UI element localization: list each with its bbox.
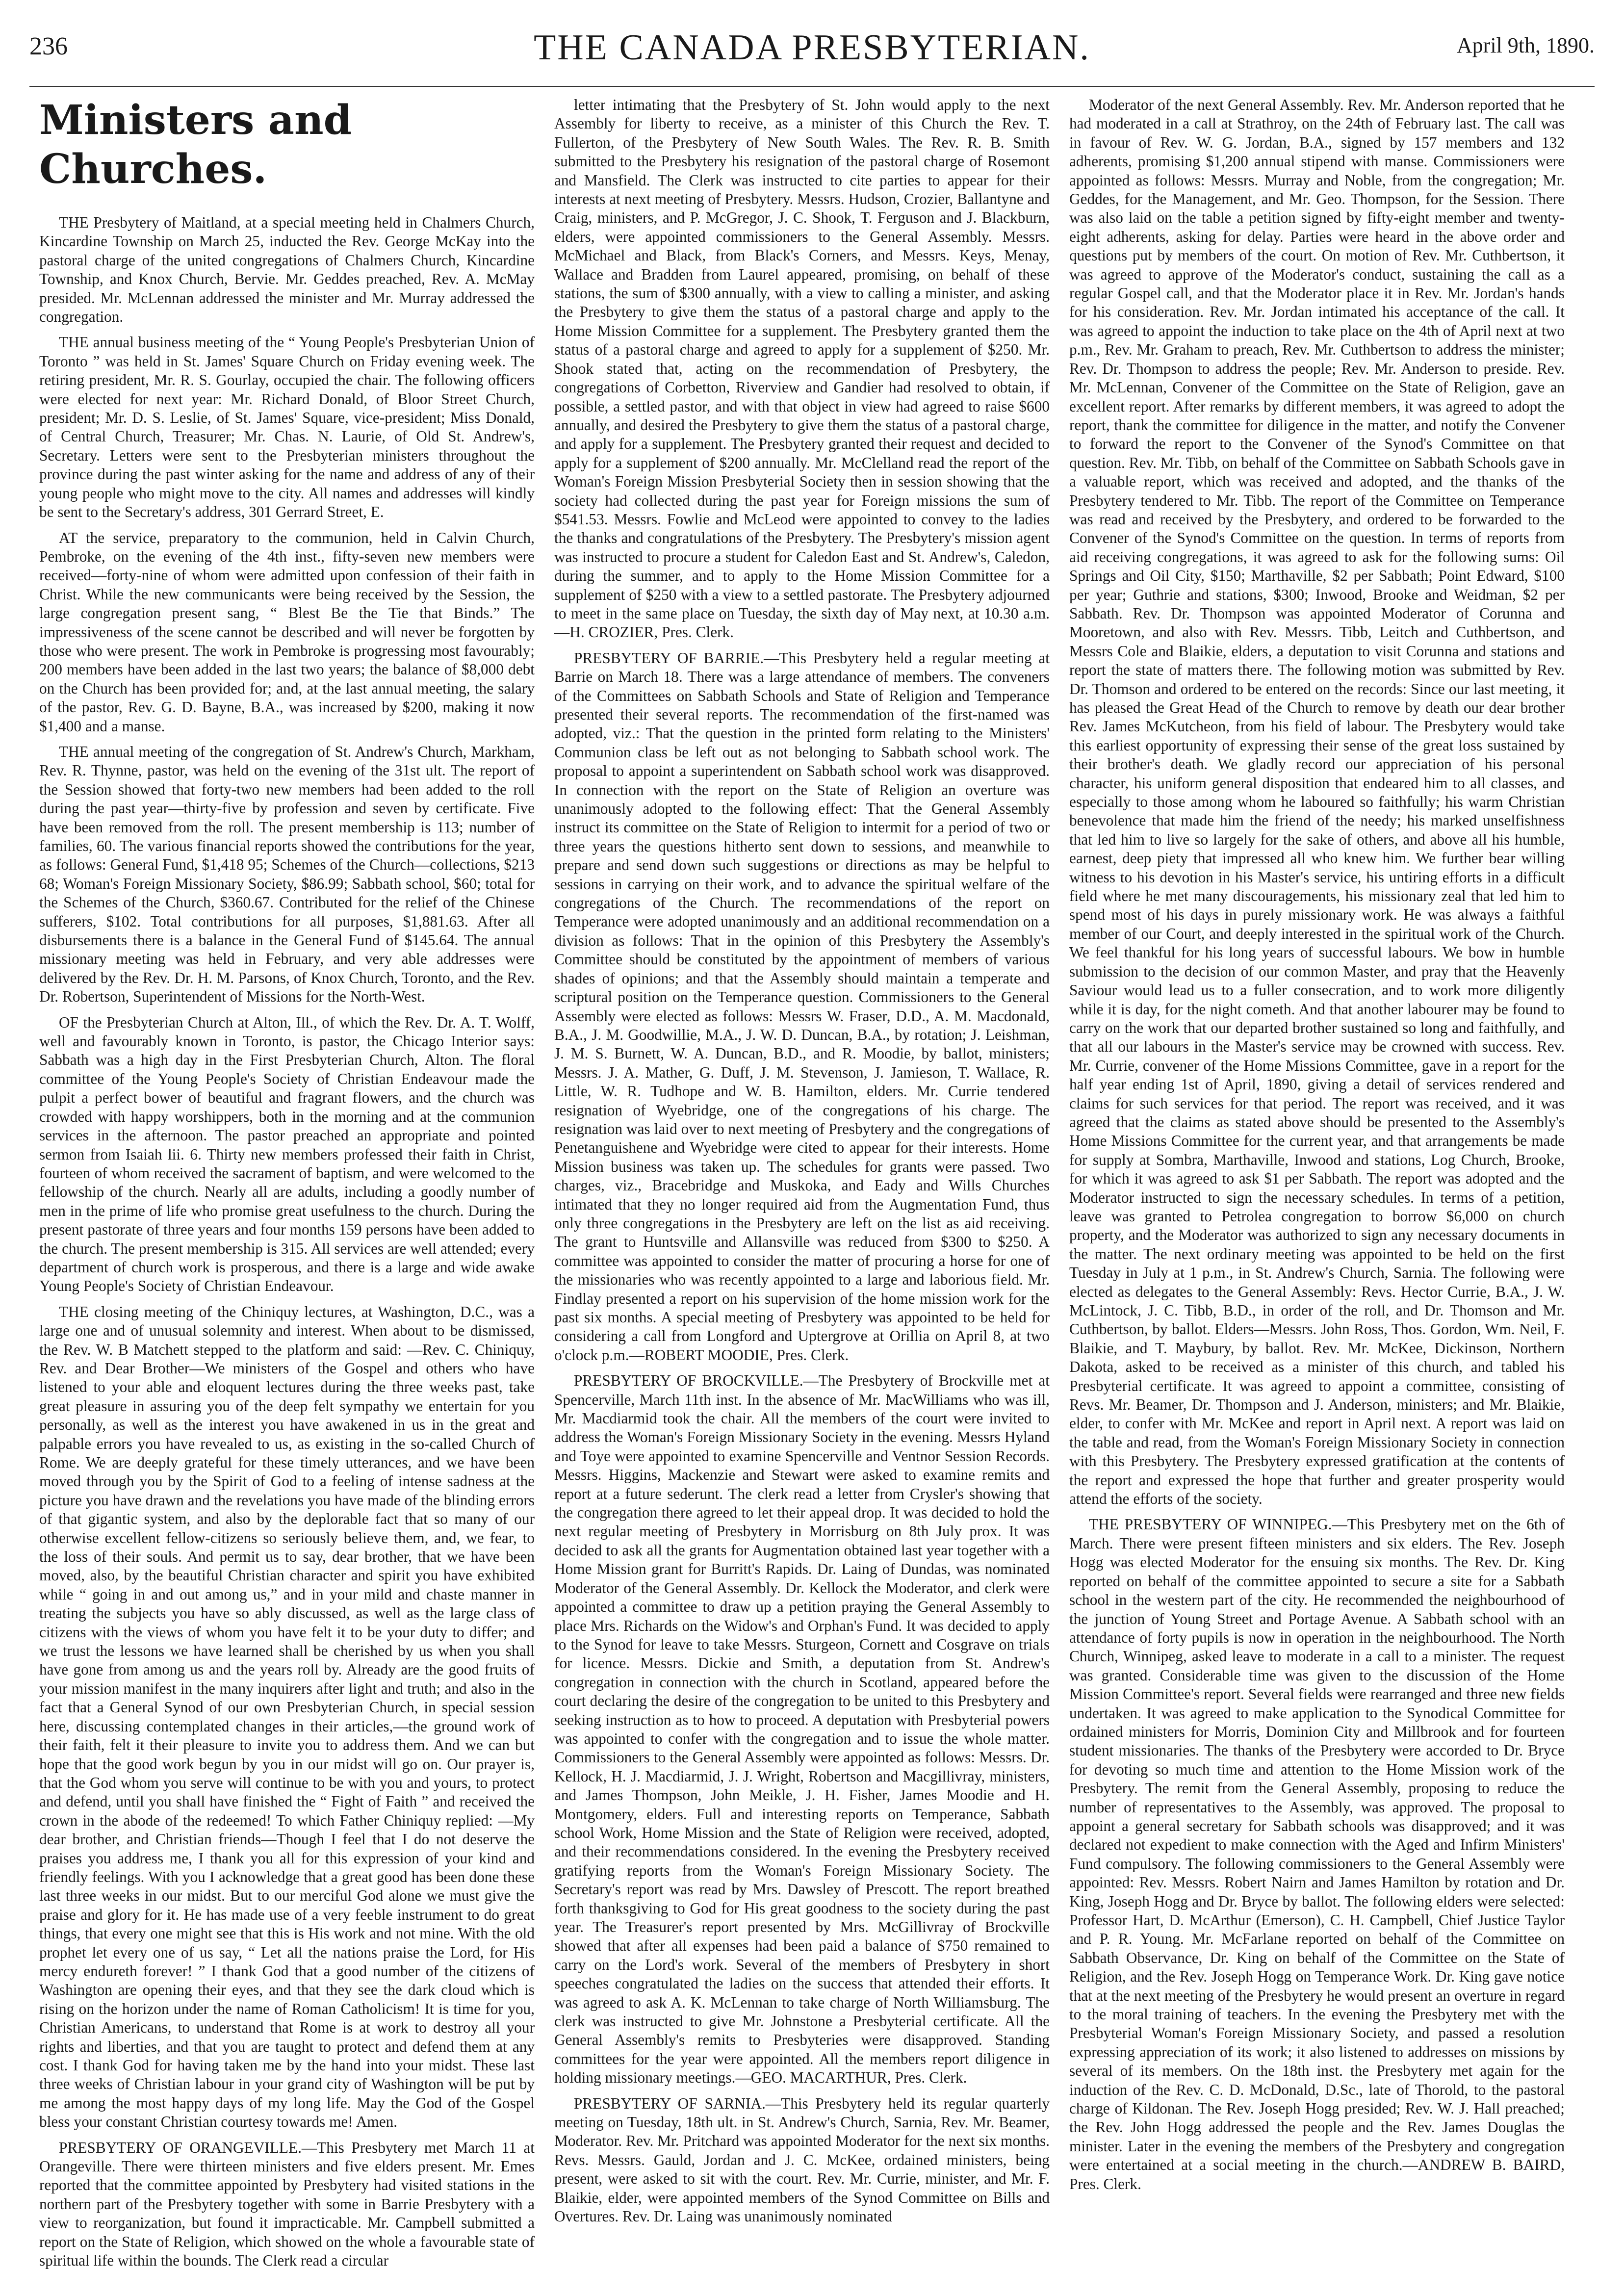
article-paragraph: THE closing meeting of the Chiniquy lectures, at Washington, D.C., was a large one and of unusual solemnity and interest. When about to be dismissed, the Rev. W. B Matchett stepped to the platform and said: —Rev. C. Chiniquy, Rev. and Dear Brother—We ministers of the Gospel and others who have listened to your able and eloquent lectures during the three weeks past, take great pleasure in assuring you of the deep felt sympathy we entertain for you personally, as well as the interest you have awakened in us in the great and palpable errors you have revealed to us, as existing in the so-called Church of Rome. We are deeply grateful for these timely utterances, and we have been moved through you by the Spirit of God to a feeling of intense sadness at the picture you have drawn and the revelations you have made of the blinding errors of that gigantic system, and also by the deplorable fact that so many of our otherwise excellent fellow-citizens so seriously believe them, and, we fear, to the loss of their souls. And permit us to say, dear brother, that we have been moved, also, by the beautiful Christian character and spirit you have exhibited while “ going in and out among us,” and in your mild and chaste manner in treating the subjects you have so ably discussed, as well as the large class of citizens with the views of whom you have felt it to be your duty to differ; and we trust the lessons we have learned shall be cherished by us when you shall have gone from among us and the years roll by. Already are the good fruits of your mission manifest in the many inquirers after light and truth; and also in the fact that a General Synod of our own Presbyterian Church, in special session here, discussing contemplated changes in their articles,—the ground work of their faith, felt it their pleasure to invite you to address them. And we can but hope that the good work begun by you in our midst will go on. Our prayer is, that the God whom you serve will continue to be with you and yours, to protect and defend, until you shall have finished the “ Fight of Faith ” and received the crown in the abode of the redeemed! To which Father Chiniquy replied: —My dear brother, and Christian friends—Though I feel that I do not deserve the praises you address me, I thank you all for this expression of your kind and friendly feelings. With you I acknowledge that a great good has been done these last three weeks in our midst. But to our merciful God alone we must give the praise and glory for it. He has made use of a very feeble instrument to do great things, that every one might see that this is His work and not mine. With the old prophet let every one of us say, “ Let all the nations praise the Lord, for His mercy endureth forever! ” I thank God that a good number of the citizens of Washington are opening their eyes, and that they see the dark cloud which is rising on the horizon under the name of Roman Catholicism! It is time for you, Christian Americans, to understand that Rome is at work to destroy all your rights and liberties, and that you are taught to protect and defend them at any cost. I thank God for having taken me by the hand into your midst. These last three weeks of Christian labour in your grand city of Washington will be put by me among the most happy days of my long life. May the God of the Gospel bless your constant Christian courtesy towards me! Amen. bbox=[39, 1303, 535, 2131]
issue-date: April 9th, 1890. bbox=[1456, 33, 1595, 57]
article-paragraph: OF the Presbyterian Church at Alton, Ill., of which the Rev. Dr. A. T. Wolff, well and favourably known in Toronto, is pastor, the Chicago Interior says: Sabbath was a high day in the First Presbyterian Church, Alton. The floral committee of the Young People's Society of Christian Endeavour made the pulpit a perfect bower of beautiful and fragrant flowers, and the church was crowded with happy worshippers, both in the morning and at the communion services in the afternoon. The pastor preached an appropriate and pointed sermon from Isaiah lii. 6. Thirty new members professed their faith in Christ, fourteen of whom received the sacrament of baptism, and were welcomed to the fellowship of the church. Nearly all are adults, including a goodly number of men in the prime of life who promise great usefulness to the church. During the present pastorate of three years and four months 159 persons have been added to the church. The present membership is 315. All services are well attended; every department of church work is prosperous, and there is a large and wide awake Young People's Society of Christian Endeavour. bbox=[39, 1013, 535, 1295]
column-3-body bbox=[1069, 96, 1565, 2193]
article-paragraph: PRESBYTERY OF SARNIA.—This Presbytery held its regular quarterly meeting on Tuesday, 18th ult. in St. Andrew's Church, Sarnia, Rev. Mr. Beamer, Moderator. Rev. Mr. Pritchard was appointed Moderator for the next six months. Revs. Messrs. Gauld, Jordan and J. C. McKee, ordained ministers, being present, were asked to sit with the court. Rev. Mr. Currie, minister, and Mr. F. Blaikie, elder, were appointed members of the Synod Committee on Bills and Overtures. Rev. Dr. Laing was unanimously nominated bbox=[554, 2094, 1050, 2225]
article-paragraph: THE Presbytery of Maitland, at a special meeting held in Chalmers Church, Kincardine Township on March 25, inducted the Rev. George McKay into the pastoral charge of the united congregations of Chalmers Church, Kincardine Township, and Knox Church, Bervie. Mr. Geddes preached, Rev. A. McMay presided. Mr. McLennan addressed the minister and Mr. Murray addressed the congregation. bbox=[39, 214, 535, 326]
page-number: 236 bbox=[29, 32, 68, 60]
page-header bbox=[29, 27, 1595, 81]
column-2 bbox=[554, 96, 1050, 2234]
column-2-body bbox=[554, 96, 1050, 2226]
article-paragraph: THE PRESBYTERY OF WINNIPEG.—This Presbytery met on the 6th of March. There were present fifteen ministers and six elders. The Rev. Joseph Hogg was elected Moderator for the ensuing six months. The Rev. Dr. King reported on behalf of the committee appointed to secure a site for a Sabbath school in the western part of the city. He recommended the neighbourhood of the junction of Young Street and Portage Avenue. A Sabbath school with an attendance of forty pupils is now in operation in the neighbourhood. The North Church, Winnipeg, asked leave to moderate in a call to a minister. The request was granted. Considerable time was given to the discussion of the Home Mission Committee's report. Several fields were rearranged and three new fields undertaken. It was agreed to make application to the Synodical Committee for ordained ministers for Morris, Dominion City and Millbrook and for fourteen student missionaries. The thanks of the Presbytery were accorded to Dr. Bryce for devoting so much time and attention to the Home Mission work of the Presbytery. The remit from the General Assembly, proposing to reduce the number of representatives to the Assembly, was approved. The proposal to appoint a general secretary for Sabbath schools was disapproved; and it was declared not expedient to make connection with the Aged and Infirm Ministers' Fund compulsory. The following commissioners to the General Assembly were appointed: Rev. Messrs. Robert Nairn and James Hamilton by rotation and Dr. King, Joseph Hogg and Dr. Bryce by ballot. The following elders were selected: Professor Hart, D. McArthur (Emerson), C. H. Campbell, Chief Justice Taylor and P. R. Young. Mr. McFarlane reported on behalf of the Committee on Sabbath Observance, Dr. King on behalf of the Committee on the State of Religion, and the Rev. Joseph Hogg on Temperance Work. Dr. King gave notice that at the next meeting of the Presbytery he would present an overture in regard to the moral training of teachers. In the evening the Presbytery met with the Presbyterial Woman's Foreign Missionary Society, and passed a resolution expressing appreciation of its work; it also listened to addresses on missions by several of its members. On the 18th inst. the Presbytery met again for the induction of the Rev. C. D. McDonald, D.Sc., late of Thorold, to the pastoral charge of Kildonan. The Rev. Joseph Hogg presided; Rev. W. J. Hall preached; the Rev. John Hogg addressed the people and the Rev. James Douglas the minister. Later in the evening the members of the Presbytery and congregation were entertained at a social meeting in the church.—ANDREW B. BAIRD, Pres. Clerk. bbox=[1069, 1516, 1565, 2193]
article-paragraph: PRESBYTERY OF BROCKVILLE.—The Presbytery of Brockville met at Spencerville, March 11th inst. In the absence of Mr. MacWilliams who was ill, Mr. Macdiarmid took the chair. All the members of the court were invited to address the Woman's Foreign Missionary Society in the evening. Messrs Hyland and Toye were appointed to examine Spencerville and Ventnor Session Records. Messrs. Higgins, Mackenzie and Stewart were asked to examine remits and report at a future sederunt. The clerk read a letter from Crysler's showing that the congregation there agreed to let their appeal drop. It was decided to hold the next regular meeting of Presbytery in Morrisburg on 8th July prox. It was decided to ask all the grants for Augmentation obtained last year together with a Home Mission grant for Burritt's Rapids. Dr. Laing of Dundas, was nominated Moderator of the General Assembly. Dr. Kellock the Moderator, and clerk were appointed a committee to draw up a petition praying the General Assembly to place Mrs. Richards on the Widow's and Orphan's Fund. It was decided to apply to the Synod for leave to take Messrs. Sturgeon, Cornett and Cosgrave on trials for licence. Messrs. Dickie and Smith, a deputation from St. Andrew's congregation in connection with the church in Scotland, appeared before the court declaring the desire of the congregation to be united to this Presbytery and seeking instruction as to how to proceed. A deputation with Presbyterial powers was appointed to confer with the congregation and to issue the whole matter. Commissioners to the General Assembly were appointed as follows: Messrs. Dr. Kellock, H. J. Macdiarmid, J. J. Wright, Robertson and Macgillivray, ministers, and James Thompson, John Meikle, J. H. Fisher, James Moodie and H. Montgomery, elders. Full and interesting reports on Temperance, Sabbath school Work, Home Mission and the State of Religion were received, adopted, and their recommendations considered. In the evening the Presbytery received gratifying reports from the Woman's Foreign Missionary Society. The Secretary's report was read by Mrs. Dawsley of Prescott. The report breathed forth thanksgiving to God for His great goodness to the society during the past year. The Treasurer's report presented by Mrs. McGillivray of Brockville showed that after all expenses had been paid a balance of $750 remained to carry on the Lord's work. Several of the members of Presbytery in short speeches congratulated the ladies on the success that attended their efforts. It was agreed to ask A. K. McLennan to take charge of North Williamsburg. The clerk was instructed to give Mr. Johnstone a Presbyterial certificate. All the General Assembly's remits to Presbyteries were disapproved. Standing committees for the year were appointed. All the members report diligence in holding missionary meetings.—GEO. MACARTHUR, Pres. Clerk. bbox=[554, 1372, 1050, 2087]
article-paragraph: Moderator of the next General Assembly. Rev. Mr. Anderson reported that he had moderated in a call at Strathroy, on the 24th of February last. The call was in favour of Rev. W. G. Jordan, B.A., signed by 157 members and 132 adherents, promising $1,200 annual stipend with manse. Commissioners were appointed as follows: Messrs. Murray and Noble, from the congregation; Mr. Geddes, for the Management, and Mr. Geo. Thompson, for the Session. There was also laid on the table a petition signed by fifty-eight member and twenty-eight adherents, asking for delay. Parties were heard in the above order and questions put by members of the court. On motion of Rev. Mr. Cuthbertson, it was agreed to approve of the Moderator's conduct, sustaining the call as a regular Gospel call, and that the Moderator place it in Rev. Mr. Jordan's hands for his consideration. Rev. Mr. Jordan intimated his acceptance of the call. It was agreed to appoint the induction to take place on the 4th of April next at two p.m., Rev. Mr. Graham to preach, Rev. Mr. Cuthbertson to address the minister; Rev. Dr. Thompson to address the people; Rev. Mr. Anderson to preside. Rev. Mr. McLennan, Convener of the Committee on the State of Religion, gave an excellent report. After remarks by different members, it was agreed to adopt the report, thank the committee for diligence in the matter, and notify the Convener to forward the report to the Convener of the Synod's Committee on that question. Rev. Mr. Tibb, on behalf of the Committee on Sabbath Schools gave in a valuable report, which was received and adopted, and the thanks of the Presbytery tendered to Mr. Tibb. The report of the Committee on Temperance was read and received by the Presbytery, and ordered to be forwarded to the Convener of the Synod's Committee on the question. In terms of reports from aid receiving congregations, it was agreed to ask for the following sums: Oil Springs and Oil City, $150; Marthaville, $2 per Sabbath; Point Edward, $100 per year; Guthrie and stations, $300; Inwood, Brooke and Weidman, $2 per Sabbath. Rev. Dr. Thompson was appointed Moderator of Corunna and Mooretown, and also with Rev. Messrs. Tibb, Leitch and Cuthbertson, and Messrs Cole and Blaikie, elders, a deputation to visit Corunna and stations and report the state of matters there. The following motion was submitted by Rev. Dr. Thomson and ordered to be entered on the records: Since our last meeting, it has pleased the Great Head of the Church to remove by death our dear brother Rev. James McKutcheon, from his field of labour. The Presbytery would take this earliest opportunity of expressing their sense of the great loss sustained by their brother's death. We gladly record our appreciation of his personal character, his uniform general disposition that endeared him to all classes, and especially to those among whom he laboured so faithfully; his warm Christian benevolence that made him the friend of the needy; his marked unselfishness that led him to live so largely for the sake of others, and above all his humble, earnest, deep piety that impressed all who knew him. We further bear willing witness to his devotion in his Master's service, his untiring efforts in a difficult field where he met many discouragements, his missionary zeal that led him to spend most of his days in purely missionary work. He was always a faithful member of our Court, and deeply interested in the spiritual work of the Church. We feel thankful for his long years of successful labours. We bow in humble submission to the decision of our common Master, and pray that the Heavenly Saviour would lead us to a fuller consecration, and to work more diligently while it is day, for the night cometh. And that another labourer may be found to carry on the work that our departed brother sustained so long and faithfully, and that all our labours in the Master's service may be crowned with success. Rev. Mr. Currie, convener of the Home Missions Committee, gave in a report for the half year ending 1st of April, 1890, giving a detail of services rendered and claims for such services for that period. The report was received, and it was agreed that the claims as stated above should be presented to the Assembly's Home Missions Committee for the current year, and that arrangements be made for supply at Sombra, Marthaville, Inwood and stations, Log Church, Brooke, for which it was agreed to ask $1 per Sabbath. The report was adopted and the Moderator instructed to sign the necessary schedules. In terms of a petition, leave was granted to Petrolea congregation to borrow $6,000 on church property, and the Moderator was authorized to sign any necessary documents in the matter. The next ordinary meeting was appointed to be held on the first Tuesday in July at 1 p.m., in St. Andrew's Church, Sarnia. The following were elected as delegates to the General Assembly: Revs. Hector Currie, B.A., J. W. McLintock, J. C. Tibb, B.D., in order of the roll, and Dr. Thomson and Mr. Cuthbertson, by ballot. Elders—Messrs. John Ross, Thos. Gordon, Wm. Neil, F. Blaikie, and T. Maybury, by ballot. Rev. Mr. McKee, Dickinson, Northern Dakota, asked to be received as a minister of this church, and tabled his Presbyterial certificate. It was agreed to appoint a committee, consisting of Revs. Mr. Beamer, Dr. Thompson and J. Anderson, ministers; and Mr. Blaikie, elder, to confer with Mr. McKee and report in April next. A report was laid on the table and read, from the Woman's Foreign Missionary Society in connection with this Presbytery. The Presbytery expressed gratification at the contents of the report and expressed the hope that further and greater prosperity would attend the efforts of the society. bbox=[1069, 96, 1565, 1508]
column-1-body bbox=[39, 213, 535, 2270]
article-paragraph: AT the service, preparatory to the communion, held in Calvin Church, Pembroke, on the evening of the 4th inst., fifty-seven new members were received—forty-nine of whom were admitted upon confession of their faith in Christ. While the new communicants were being received by the Session, the large congregation present sang, “ Blest Be the Tie that Binds.” The impressiveness of the scene cannot be described and will never be forgotten by those who were present. The work in Pembroke is progressing most favourably; 200 members have been added in the last two years; the balance of $8,000 debt on the Church has been provided for; and, at the last annual meeting, the salary of the pastor, Rev. G. D. Bayne, B.A., was increased by $200, making it now $1,400 and a manse. bbox=[39, 529, 535, 735]
article-paragraph: PRESBYTERY OF BARRIE.—This Presbytery held a regular meeting at Barrie on March 18. There was a large attendance of members. The conveners of the Committees on Sabbath Schools and State of Religion and Temperance presented their several reports. The recommendation of the first-named was adopted, viz.: That the question in the printed form relating to the Ministers' Communion class be left out as not belonging to Sabbath school work. The proposal to appoint a superintendent on Sabbath school work was disapproved. In connection with the report on the State of Religion an overture was unanimously adopted to the following effect: That the General Assembly instruct its committee on the State of Religion to intermit for a period of two or three years the questions hitherto sent down to sessions, and meanwhile to prepare and send down such suggestions or directions as may be helpful to sessions in carrying on their work, and to advance the spiritual welfare of the congregations of the Church. The recommendations of the report on Temperance were adopted unanimously and an additional recommendation on a division as follows: That in the opinion of this Presbytery the Assembly's Committee should be constituted by the appointment of members of various shades of opinions; and that the Assembly should maintain a temperate and scriptural position on the Temperance question. Commissioners to the General Assembly were elected as follows: Messrs W. Fraser, D.D., A. M. Macdonald, B.A., J. M. Goodwillie, M.A., J. W. D. Duncan, B.A., by rotation; J. Leishman, J. M. S. Burnett, W. A. Duncan, B.D., and R. Moodie, by ballot, ministers; Messrs. J. A. Mather, G. Duff, J. M. Stevenson, J. Jamieson, T. Wallace, R. Little, W. R. Tudhope and W. B. Hamilton, elders. Mr. Currie tendered resignation of Wyebridge, one of the congregations of his charge. The resignation was laid over to next meeting of Presbytery and the congregations of Penetanguishene and Wyebridge were cited to appear for their interests. Home Mission business was taken up. The schedules for grants were passed. Two charges, viz., Bracebridge and Muskoka, and Eady and Wills Churches intimated that they no longer required aid from the Augmentation Fund, thus only three congregations in the Presbytery are left on the list as aid receiving. The grant to Huntsville and Allansville was reduced from $300 to $250. A committee was appointed to consider the matter of procuring a horse for one of the missionaries who was recently appointed to a large and laborious field. Mr. Findlay presented a report on his supervision of the home mission work for the past six months. A special meeting of Presbytery was appointed to be held for considering a call from Longford and Uptergrove at Orillia on April 8, at two o'clock p.m.—ROBERT MOODIE, Pres. Clerk. bbox=[554, 649, 1050, 1364]
article-paragraph: PRESBYTERY OF ORANGEVILLE.—This Presbytery met March 11 at Orangeville. There were thirteen ministers and five elders present. Mr. Emes reported that the committee appointed by Presbytery had visited stations in the northern part of the Presbytery together with some in Barrie Presbytery with a view to reorganization, but found it impracticable. Mr. Campbell submitted a report on the State of Religion, which showed on the whole a favourable state of spiritual life within the bounds. The Clerk read a circular bbox=[39, 2139, 535, 2270]
section-title: Ministers and Churches. bbox=[39, 97, 352, 193]
article-paragraph: letter intimating that the Presbytery of St. John would apply to the next Assembly for liberty to receive, as a minister of this Church the Rev. T. Fullerton, of the Presbytery of New South Wales. The Rev. R. B. Smith submitted to the Presbytery his resignation of the pastoral charge of Rosemont and Mansfield. The Clerk was instructed to cite parties to appear for their interests at next meeting of Presbytery. Messrs. Hudson, Crozier, Ballantyne and Craig, ministers, and P. McGregor, J. C. Shook, T. Ferguson and J. Blackburn, elders, were appointed commissioners to the General Assembly. Messrs. McMichael and Black, from Black's Corners, and Messrs. Keys, Menay, Wallace and Bradden from Laurel appeared, promising, on behalf of these stations, the sum of $300 annually, with a view to calling a minister, and asking the Presbytery to give them the status of a pastoral charge and apply to the Home Mission Committee for a supplement. The Presbytery granted them the status of a pastoral charge and agreed to apply for a supplement of $250. Mr. Shook stated that, acting on the recommendation of Presbytery, the congregations of Corbetton, Riverview and Gandier had resolved to obtain, if possible, a settled pastor, and with that object in view had agreed to raise $600 annually, and desired the Presbytery to give them the status of a pastoral charge, and apply for a supplement. The Presbytery granted their request and decided to apply for a supplement of $200 annually. Mr. McClelland read the report of the Woman's Foreign Mission Presbyterial Society then in session showing that the society had collected during the past year for Foreign missions the sum of $541.53. Messrs. Fowlie and McLeod were appointed to convey to the ladies the thanks and congratulations of the Presbytery. The Presbytery's mission agent was instructed to procure a student for Caledon East and St. Andrew's, Caledon, during the summer, and to apply to the Home Mission Committee for a supplement of $250 with a view to a settled pastorate. The Presbytery adjourned to meet in the same place on Tuesday, the sixth day of May next, at 10.30 a.m.—H. CROZIER, Pres. Clerk. bbox=[554, 96, 1050, 641]
column-1 bbox=[39, 96, 535, 2270]
article-paragraph: THE annual business meeting of the “ Young People's Presbyterian Union of Toronto ” was held in St. James' Square Church on Friday evening week. The retiring president, Mr. R. S. Gourlay, occupied the chair. The following officers were elected for next year: Mr. Richard Donald, of Bloor Street Church, president; Mr. D. S. Leslie, of St. James' Square, vice-president; Miss Donald, of Central Church, Treasurer; Mr. Chas. N. Laurie, of Old St. Andrew's, Secretary. Letters were sent to the Presbyterian ministers throughout the province during the past winter asking for the name and address of any of their young people who might move to the city. All names and addresses will kindly be sent to the Secretary's address, 301 Gerrard Street, E. bbox=[39, 334, 535, 521]
article-paragraph: THE annual meeting of the congregation of St. Andrew's Church, Markham, Rev. R. Thynne, pastor, was held on the evening of the 31st ult. The report of the Session showed that forty-two new members had been added to the roll during the past year—thirty-five by profession and seven by certificate. Five have been removed from the roll. The present membership is 113; number of families, 60. The various financial reports showed the contributions for the year, as follows: General Fund, $1,418 95; Schemes of the Church—collections, $213 68; Woman's Foreign Missionary Society, $86.99; Sabbath school, $60; total for the Schemes of the Church, $360.67. Contributed for the relief of the Chinese sufferers, $102. Total contributions for all purposes, $1,881.63. After all disbursements there is a balance in the General Fund of $145.64. The annual missionary meeting was held in February, and very able addresses were delivered by the Rev. Dr. H. M. Parsons, of Knox Church, Toronto, and the Rev. Dr. Robertson, Superintendent of Missions for the North-West. bbox=[39, 743, 535, 1006]
header-rule bbox=[29, 86, 1595, 87]
column-3 bbox=[1069, 96, 1565, 2234]
journal-title: THE CANADA PRESBYTERIAN. bbox=[534, 27, 1090, 68]
